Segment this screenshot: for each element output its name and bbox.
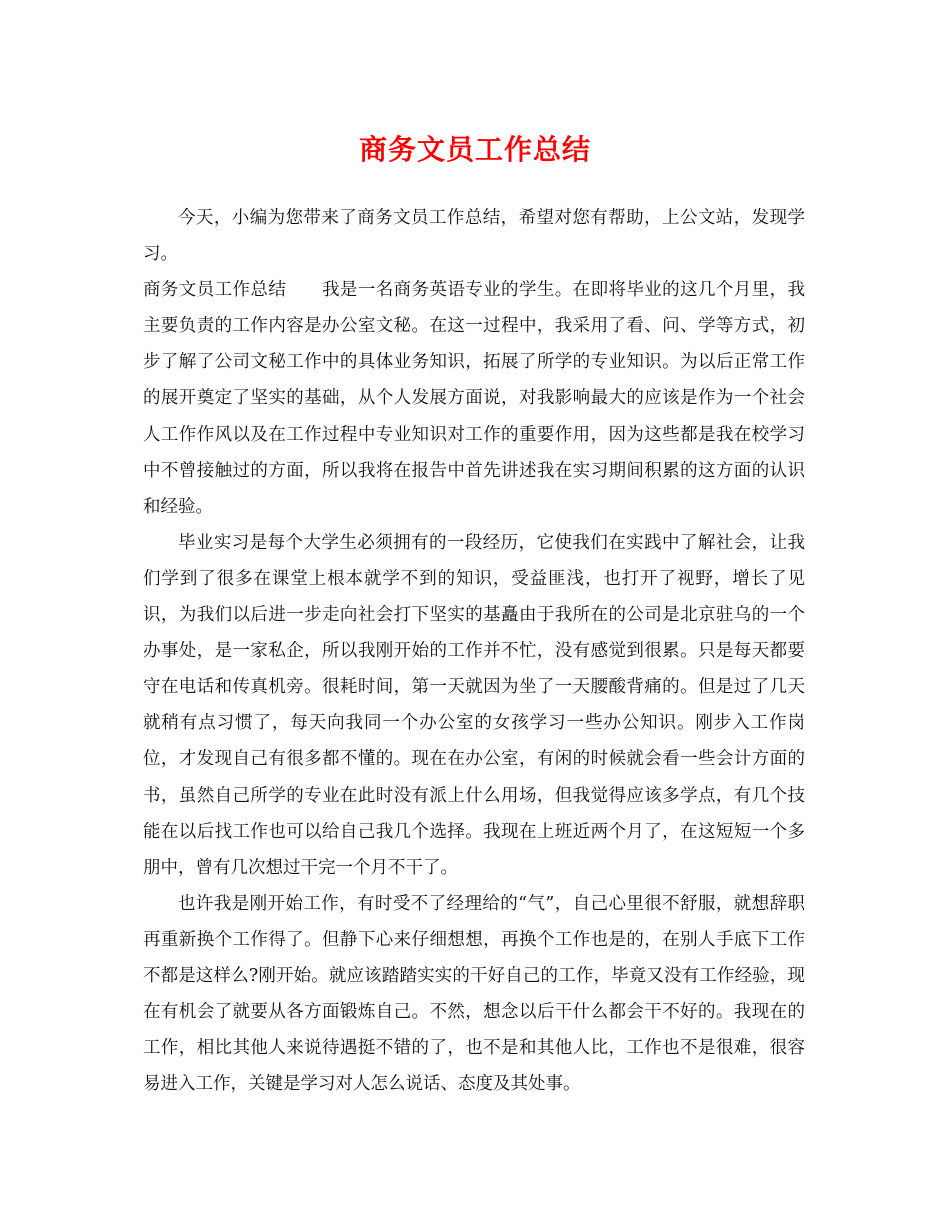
paragraph-internship: 毕业实习是每个大学生必须拥有的一段经历，它使我们在实践中了解社会，让我们学到了很多在课堂上根本就学不到的知识，受益匪浅，也打开了视野，增长了见识，为我们以后进一步走向社会打下坚实的基矗由于我所在的公司是北京驻乌的一个办事处，是一家私企，所以我刚开始的工作并不忙，没有感觉到很累。只是每天都要守在电话和传真机旁。很耗时间，第一天就因为坐了一天腰酸背痛的。但是过了几天就稍有点习惯了，每天向我同一个办公室的女孩学习一些办公知识。刚步入工作岗位，才发现自己有很多都不懂的。现在在办公室，有闲的时候就会看一些会计方面的书，虽然自己所学的专业在此时没有派上什么用场，但我觉得应该多学点，有几个技能在以后找工作也可以给自己我几个选择。我现在上班近两个月了，在这短短一个多朋中，曾有几次想过干完一个月不干了。 — [143, 532, 805, 878]
paragraph-reflection: 也许我是刚开始工作，有时受不了经理给的“气”，自己心里很不舒服，就想辞职再重新换个工作得了。但静下心来仔细想想，再换个工作也是的，在别人手底下工作不都是这样么?刚开始。就应该踏踏实实的干好自己的工作，毕竟又没有工作经验，现在有机会了就要从各方面锻炼自己。不然，想念以后干什么都会干不好的。我现在的工作，相比其他人来说待遇挺不错的了，也不是和其他人比，工作也不是很难，很容易进入工作，关键是学习对人怎么说话、态度及其处事。 — [143, 893, 805, 1095]
paragraph-intro: 今天，小编为您带来了商务文员工作总结，希望对您有帮助，上公文站，发现学习。 — [143, 208, 805, 265]
document-title: 商务文员工作总结 — [358, 133, 591, 166]
paragraph-summary: 商务文员工作总结 我是一名商务英语专业的学生。在即将毕业的这几个月里，我主要负责的工作内容是办公室文秘。在这一过程中，我采用了看、问、学等方式，初步了解了公司文秘工作中的具体业务知识，拓展了所学的专业知识。为以后正常工作的展开奠定了坚实的基础，从个人发展方面说，对我影响最大的应该是作为一个社会人工作作风以及在工作过程中专业知识对工作的重要作用，因为这些都是我在校学习中不曾接触过的方面，所以我将在报告中首先讲述我在实习期间积累的这方面的认识和经验。 — [143, 280, 805, 517]
document-body — [143, 200, 805, 1102]
